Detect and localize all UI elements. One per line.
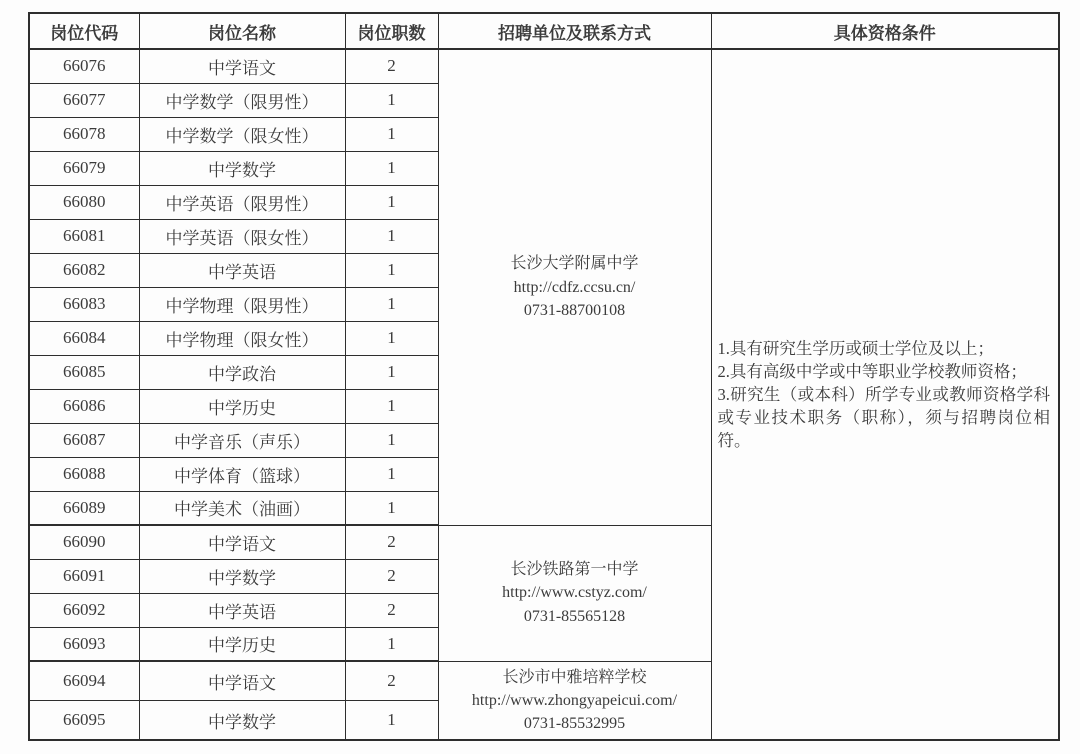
cell-code: 66089 <box>29 491 139 525</box>
cell-count: 1 <box>345 185 438 219</box>
cell-name: 中学数学（限女性） <box>139 117 345 151</box>
cell-count: 1 <box>345 491 438 525</box>
cell-qualifications <box>711 49 1059 740</box>
unit-url: http://cdfz.ccsu.cn/ <box>513 278 636 296</box>
cell-name: 中学政治 <box>139 355 345 389</box>
cell-code: 66076 <box>29 49 139 83</box>
cell-name: 中学英语 <box>139 593 345 627</box>
qualification-item: 3.研究生（或本科）所学专业或教师资格学科或专业技术职务（职称），须与招聘岗位相符。 <box>717 384 1050 451</box>
col-header-unit: 招聘单位及联系方式 <box>438 13 711 49</box>
cell-name: 中学语文 <box>139 661 345 701</box>
cell-count: 1 <box>345 253 438 287</box>
cell-code: 66082 <box>29 253 139 287</box>
col-header-code: 岗位代码 <box>29 13 139 49</box>
cell-code: 66083 <box>29 287 139 321</box>
cell-code: 66093 <box>29 627 139 661</box>
cell-code: 66086 <box>29 389 139 423</box>
cell-count: 1 <box>345 219 438 253</box>
cell-code: 66092 <box>29 593 139 627</box>
cell-code: 66090 <box>29 525 139 559</box>
cell-count: 1 <box>345 457 438 491</box>
cell-unit-group-2 <box>438 525 711 661</box>
qualification-item: 2.具有高级中学或中等职业学校教师资格； <box>717 361 1027 381</box>
cell-name: 中学语文 <box>139 525 345 559</box>
unit-phone: 0731-88700108 <box>523 301 626 319</box>
cell-code: 66077 <box>29 83 139 117</box>
cell-name: 中学英语（限男性） <box>139 185 345 219</box>
unit-phone: 0731-85532995 <box>523 714 626 732</box>
cell-name: 中学数学 <box>139 701 345 741</box>
unit-name: 长沙铁路第一中学 <box>510 561 639 579</box>
recruitment-table <box>28 12 1060 741</box>
cell-name: 中学体育（篮球） <box>139 457 345 491</box>
cell-code: 66080 <box>29 185 139 219</box>
cell-code: 66085 <box>29 355 139 389</box>
col-header-name: 岗位名称 <box>139 13 345 49</box>
cell-code: 66095 <box>29 701 139 741</box>
col-header-count: 岗位职数 <box>345 13 438 49</box>
unit-name: 长沙市中雅培粹学校 <box>502 668 647 686</box>
unit-name: 长沙大学附属中学 <box>510 255 639 273</box>
cell-count: 1 <box>345 389 438 423</box>
cell-count: 1 <box>345 151 438 185</box>
cell-code: 66088 <box>29 457 139 491</box>
cell-count: 2 <box>345 593 438 627</box>
cell-code: 66079 <box>29 151 139 185</box>
cell-name: 中学英语 <box>139 253 345 287</box>
cell-name: 中学美术（油画） <box>139 491 345 525</box>
cell-code: 66081 <box>29 219 139 253</box>
cell-count: 2 <box>345 525 438 559</box>
unit-phone: 0731-85565128 <box>523 607 626 625</box>
col-header-qualifications: 具体资格条件 <box>711 13 1059 49</box>
cell-name: 中学语文 <box>139 49 345 83</box>
cell-name: 中学物理（限男性） <box>139 287 345 321</box>
cell-count: 2 <box>345 661 438 701</box>
header-row <box>29 13 1059 49</box>
cell-name: 中学历史 <box>139 627 345 661</box>
cell-name: 中学音乐（声乐） <box>139 423 345 457</box>
qualification-item: 1.具有研究生学历或硕士学位及以上； <box>717 338 994 358</box>
cell-count: 1 <box>345 117 438 151</box>
table-row <box>29 49 1059 83</box>
cell-count: 2 <box>345 49 438 83</box>
cell-count: 1 <box>345 627 438 661</box>
cell-count: 1 <box>345 355 438 389</box>
cell-code: 66094 <box>29 661 139 701</box>
cell-count: 2 <box>345 559 438 593</box>
unit-url: http://www.cstyz.com/ <box>502 584 647 602</box>
cell-name: 中学数学（限男性） <box>139 83 345 117</box>
cell-code: 66084 <box>29 321 139 355</box>
cell-code: 66091 <box>29 559 139 593</box>
cell-name: 中学数学 <box>139 559 345 593</box>
cell-name: 中学数学 <box>139 151 345 185</box>
cell-name: 中学历史 <box>139 389 345 423</box>
cell-code: 66087 <box>29 423 139 457</box>
unit-url: http://www.zhongyapeicui.com/ <box>471 691 678 709</box>
cell-name: 中学英语（限女性） <box>139 219 345 253</box>
cell-name: 中学物理（限女性） <box>139 321 345 355</box>
cell-count: 1 <box>345 83 438 117</box>
cell-count: 1 <box>345 287 438 321</box>
cell-unit-group-3 <box>438 661 711 740</box>
cell-count: 1 <box>345 701 438 741</box>
cell-count: 1 <box>345 423 438 457</box>
cell-code: 66078 <box>29 117 139 151</box>
cell-unit-group-1 <box>438 49 711 525</box>
cell-count: 1 <box>345 321 438 355</box>
